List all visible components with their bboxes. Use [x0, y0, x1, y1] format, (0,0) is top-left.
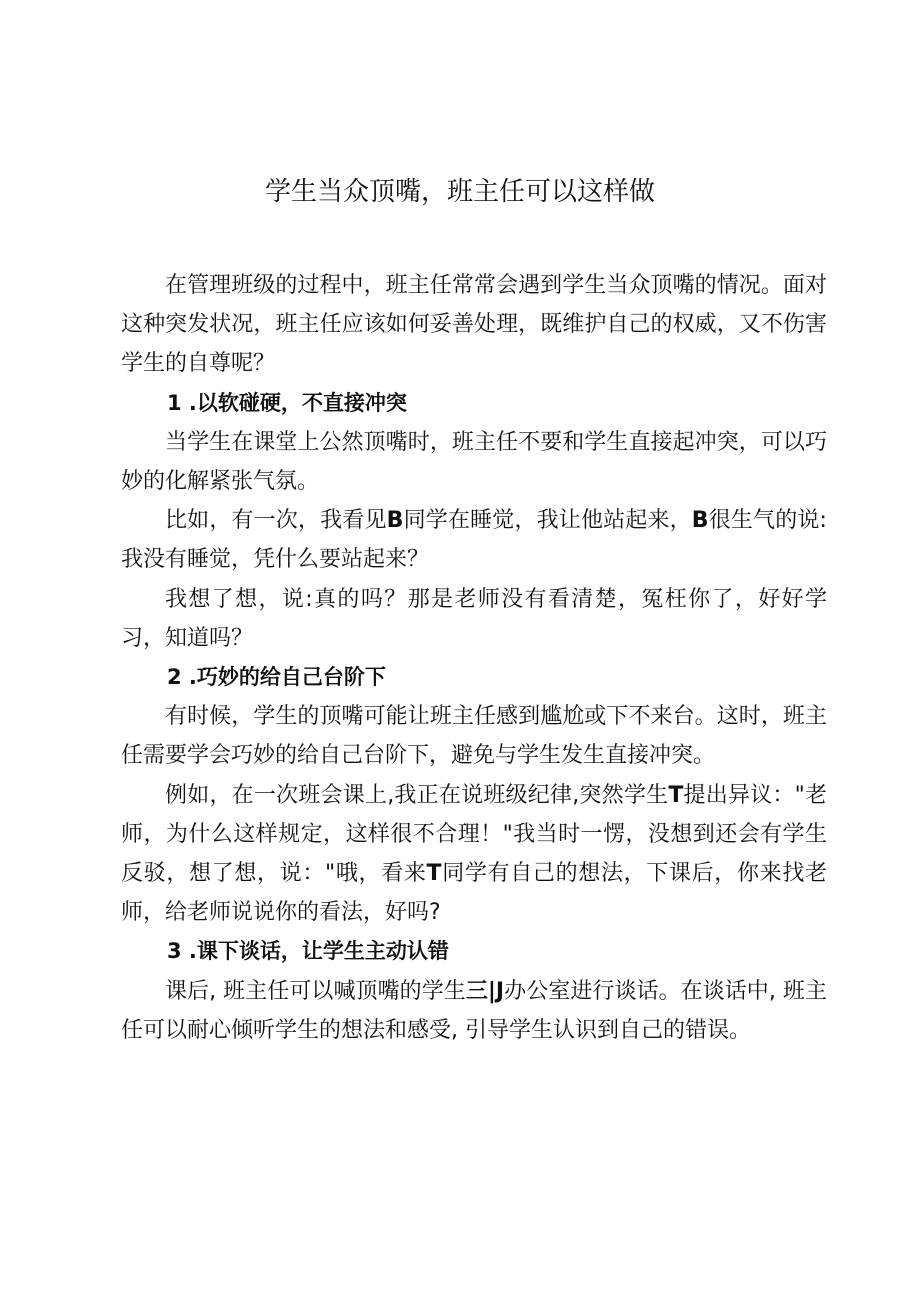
text-run: 提出异议："老师，为什么这样规定，这样很不合理！"我当时一愣，没想到还会有学生反驳，想了想，说："哦，看来	[121, 782, 827, 887]
section-2-paragraph-1: 有时候，学生的顶嘴可能让班主任感到尴尬或下不来台。这时，班主任需要学会巧妙的给自己台阶下，避免与学生发生直接冲突。	[121, 704, 827, 769]
text-run: 很生气的说:我没有睡觉，凭什么要站起来？	[121, 508, 827, 573]
intro-paragraph: 在管理班级的过程中，班主任常常会遇到学生当众顶嘴的情况。面对这种突发状况，班主任应该如何妥善处理，既维护自己的权威，又不伤害学生的自尊呢？	[121, 273, 827, 377]
section-1-paragraph-3: 我想了想，说:真的吗？那是老师没有看清楚，冤枉你了，好好学习，知道吗？	[121, 586, 827, 651]
section-1-paragraph-2	[121, 501, 827, 579]
text-run: 办公室进行谈话。在谈话中, 班主任可以耐心倾听学生的想法和感受, 引导学生认识到自己的错误。	[121, 978, 827, 1043]
section-heading-2: 2 .巧妙的给自己台阶下	[167, 665, 386, 690]
article-body	[121, 266, 827, 1050]
section-2-paragraph-2	[121, 776, 827, 933]
text-run: 例如，在一次班会课上,我正在说班级纪律,突然学生	[165, 782, 669, 808]
text-run: 课后, 班主任可以喊顶嘴的学生	[165, 978, 466, 1004]
student-initial: B	[691, 508, 709, 534]
student-initial: B	[386, 508, 404, 534]
section-heading-1: 1 .以软碰硬，不直接冲突	[167, 390, 407, 415]
garbled-glyphs: 三|J	[465, 978, 505, 1004]
section-heading-3: 3 .课下谈话，让学生主动认错	[167, 939, 449, 964]
text-run: 同学在睡觉，我让他站起来，	[403, 508, 692, 534]
page-title: 学生当众顶嘴，班主任可以这样做	[264, 177, 655, 207]
text-run: 比如，有一次，我看见	[165, 508, 387, 534]
text-run: 同学有自己的想法，下课后，你来找老师，给老师说说你的看法，好吗?	[121, 861, 827, 926]
section-1-paragraph-1: 当学生在课堂上公然顶嘴时，班主任不要和学生直接起冲突，可以巧妙的化解紧张气氛。	[121, 429, 827, 495]
student-initial: T	[426, 861, 442, 887]
student-initial: T	[668, 782, 684, 808]
section-3-paragraph-1	[121, 972, 827, 1050]
